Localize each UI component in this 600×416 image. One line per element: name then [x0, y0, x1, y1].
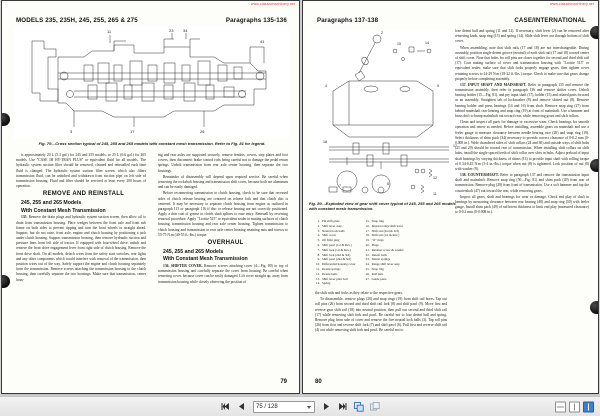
left-page-column-1: [16, 153, 146, 284]
last-page-button[interactable]: [336, 400, 349, 413]
page-number-field[interactable]: [253, 401, 315, 413]
fit-width-icon: [370, 402, 380, 412]
paragraph: To disassemble, remove plugs (20) and snap rings (19) from shift rail bores. Tap out roll pins (26) from second and third shift rail fork (8) and shift pawl (9). Move first and reverse gear shift rail (18) into neutral position, then pull out second and third shift rail (17) while removing shift fork and pawl. Be careful not to lose detent ball and spring. Remove plug from side of cover and remove the five neutral lock balls (3). Tap roll pins (26) from first and reverse shift fork (7) and shift pawl (6). Pull first and reverse shift rail (4) out while removing shift fork and pawl. Be careful not to: [315, 297, 447, 333]
paragraph-number: 138. COUNTERSHAFT.: [460, 173, 499, 178]
paragraph: Before reconnecting transmission to clutch housing, check to be sure that recessed sides of clutch release bearing are centered on release fork and that clutch disc is centered. It may be necessary to separate clutch housing from engine as outlined in paragraph 115 or paragraph 116 if disc or release bearing are not correctly positioned. Apply a thin coat of grease to clutch shaft splines to ease entry. Reinstall by reversing removal procedure. Apply "Loctite 515" or equivalent sealer to mating surfaces of clutch housing, transmission housing and rear axle center housing. Tighten transmission to clutch housing and transmission to rear axle center housing retaining nuts and screws to 55-75 N.m (40-55 ft.-lbs.) torque.: [158, 191, 288, 237]
svg-text:11: 11: [433, 192, 437, 196]
watermark-text: www.classicmachinery.net: [250, 2, 295, 6]
legend-item: 15. Snap ring: [365, 219, 384, 223]
previous-page-button[interactable]: [235, 400, 248, 413]
page-divider: [588, 403, 589, 410]
sub-heading-models: 245, 255 and 265 Models: [21, 199, 82, 206]
two-page-spread-view-button[interactable]: [583, 401, 594, 412]
next-page-button[interactable]: [320, 400, 333, 413]
svg-text:17: 17: [453, 144, 457, 148]
last-page-icon: [338, 402, 347, 411]
sub-heading-transmission: With Constant Mesh Transmission: [21, 207, 106, 214]
parts-legend: [313, 219, 463, 286]
legend-item: 21. Retainer screw & washer: [365, 247, 404, 252]
svg-text:4: 4: [325, 84, 327, 88]
paragraph-135: [16, 215, 146, 282]
legend-item: 27. Guide plate: [365, 276, 387, 281]
paragraph-138: [455, 173, 589, 194]
right-page-column-2: [455, 29, 589, 217]
legend-item: 20. Plugs: [365, 242, 379, 247]
legend-item: 7. Shift fork (1st & Rev.): [317, 247, 351, 252]
legend-item: 22. Detent balls: [365, 252, 387, 257]
legend-item: 16. Internal range shift lever: [365, 223, 403, 228]
paragraph-137: [455, 83, 589, 119]
section-heading-overhaul: OVERHAUL: [207, 240, 244, 246]
svg-text:12: 12: [433, 176, 437, 180]
page-folio-left: 79: [280, 379, 287, 385]
legend-item: 26. Roll pins: [365, 271, 384, 276]
legend-item: 10. Differential housing cover: [316, 262, 356, 267]
paragraph-number: 137. INPUT SHAFT AND MAINSHAFT.: [460, 82, 527, 87]
legend-item: 13. Shift lever pilot ball: [316, 276, 348, 281]
page-number-value: 75 / 128: [256, 403, 278, 410]
legend-item: 23. Detent springs: [365, 257, 391, 262]
svg-text:5: 5: [437, 84, 439, 88]
figure-exploded-view-diagram: [309, 29, 461, 201]
paragraph: Clean and inspect all parts for damage or excessive wear. Check bearings for smooth operation and renew as needed. Before installing, assemble gears on mainshaft and use a feeler gauge to measure clearance between needle bearing race (20) and snap ring (19). Select thickness of shim pack (34) necessary to provide correct clearance of 0-0.2 mm (0-0.008 in.). Wide chamfered sides of shift collars (24 and 30) and outside ways of shift hubs (25 and 29) should be toward rear of transmission. When installing shift collars on shift hubs, install the single spaced teeth of shift collar over slots in hubs. Adjust preload of input shaft bearings by varying thickness of shims (13) to provide input shaft with rolling torque of 0.34-0.45 N.m (3-4 in.-lbs.) torque when nut (8) is tightened. Lock position of nut (8) with washer (9).: [455, 120, 589, 171]
legend-item: 3. Neutral lock balls: [317, 228, 345, 233]
legend-item: 18. Shift rail (1st & Rev.): [365, 233, 400, 238]
svg-text:41: 41: [260, 39, 265, 44]
svg-text:2: 2: [381, 31, 383, 35]
right-page-column-1: [315, 291, 447, 335]
svg-text:8: 8: [387, 182, 389, 186]
paragraph: Inspect all gears, shaft and bearings for wear or damage. Check end play of shaft in bearings by measuring clearance between rear bearing (48) and snap ring (50) with feeler gauge. Install shim pack (49) of sufficient thickness to limit end play (measured clearance) to 0-0.2 mm (0-0.008 in.).: [455, 194, 589, 215]
binder-dot-icon: [1, 113, 10, 126]
svg-text:14: 14: [425, 41, 429, 45]
parts-legend-column-right: [363, 219, 404, 286]
legend-item: 12. Detent balls: [316, 271, 338, 276]
paragraph-body: Remove screws attaching cover (4—Fig. 80) to top of transmission housing and carefully separate the cover from housing. Be careful when removing cover, because cover can be easily damaged. Lift cover straight up, away from transmission housing while closely observing the position of: [158, 264, 288, 284]
chevron-down-icon[interactable]: [307, 406, 311, 409]
single-page-view-button[interactable]: [555, 401, 566, 412]
page-navigation-group: [219, 400, 381, 413]
parts-legend-column-left: [313, 219, 356, 286]
paragraph: ing and rear axles are supported securely, remove fenders, covers, step plates and foot covers, then disconnect brake control rods being careful not to damage the pedal return springs. Unbolt transmission from rear axle center housing, then separate the two housings.: [158, 153, 288, 173]
facing-page-view-button[interactable]: [569, 401, 580, 412]
paragraph: is approximately 20 L (5.3 gal.) for 245 and 255 models, or 25 L (6.6 gal.) for 265 models. Use "CASE IH HY-TRAN PLUS" or equivalent fluid for all models. The hydraulic system suction filter should be removed, cleaned and reinstalled each time fluid is changed. The hydraulic system suction filter screen, which also filters transmission fluid, can be unbolted and withdrawn from suction pipe on left side of transmission housing. Fluid and filter should be serviced at least every 200 hours of operation.: [16, 153, 146, 189]
legend-item: 5. Oil filler plug: [317, 238, 340, 243]
figure-caption-left: Fig. 79—Cross section typical of 245, 255 and 265 models with constant mesh transmission. Refer to Fig. 81 for legend.: [38, 141, 266, 146]
running-head-left: Paragraphs 137-138: [317, 17, 379, 24]
paragraph: Remainder of disassembly will depend upon required service. Be careful when removing the rockshaft housing and transmission shift cover, because both are aluminum and can be easily damaged.: [158, 174, 288, 190]
fit-width-button[interactable]: [368, 400, 381, 413]
paragraph-body: Refer to paragraph 135 and remove the transmission assembly, then refer to paragraph 136 and remove shifter cover. Unbolt bearing holder (15—Fig. 81), and pry input shaft (17), holder (15) and related parts forward as an assembly. Straighten tab of lockwasher (9) and remove slotted nut (8). Remove bearing holder and press bearings (14 and 16) from shaft. Remove snap ring (27) from behind mainshaft rear bearing and snap ring (19) at front of mainshaft. Use a hammer and brass drift to bump mainshaft out toward rear, while removing gears and shift collars.: [455, 82, 590, 118]
binder-dot-icon: [590, 159, 599, 172]
binder-dot-icon: [590, 301, 599, 314]
svg-text:15: 15: [397, 42, 401, 46]
legend-item: 4. Shift cover: [317, 233, 337, 238]
binder-dot-icon: [590, 26, 599, 39]
legend-item: 9. Shift pawl (2nd & 3rd): [317, 257, 352, 262]
page-folio-right: 80: [315, 379, 322, 385]
fit-page-button[interactable]: [352, 400, 365, 413]
watermark-text: www.classicmachinery.net: [549, 2, 594, 6]
first-page-button[interactable]: [219, 400, 232, 413]
paragraph-number: 135.: [21, 215, 28, 220]
legend-item: 1. Pin shift plate: [317, 219, 340, 223]
running-head-left: MODELS 235, 235H, 245, 255, 265 & 275: [16, 17, 138, 24]
legend-item: 2. Shift lever assy.: [317, 223, 343, 228]
figure-cross-section-diagram: [14, 27, 289, 139]
legend-item: 6. Shift pawl (1st & Rev.): [317, 242, 352, 247]
legend-item: 11. Detent springs: [316, 266, 341, 271]
viewer-toolbar: [0, 396, 600, 416]
chevron-left-icon: [237, 402, 246, 411]
paragraph-body: Remove the drain plugs and hydraulic system suction screen, then allow oil to drain from transmission housing. Place wedges between the front axle and front sub frame on both sides to prevent tipping and turn the front wheels to straight ahead. Support, but do not raise, front axle, engine and clutch housing by positioning a jack under clutch housing. Support transmission housing, then remove hydraulic suction and pressure lines from left side of tractor. If equipped with four-wheel drive, unbolt and remove the front drive engagement lever from right side of clutch housing. Remove the front drive shaft. On all models, detach wires from the safety start switches, rear lights and any other components which would interfere with removal of the transmission, then position wires out of the way. Safely support the engine and clutch housing separately from the transmission. Remove screws attaching the transmission housing to the clutch housing, then carefully separate the two housings. Make sure that transmission, center hous-: [16, 215, 146, 282]
legend-item: 24. Range shift lever assy.: [365, 262, 401, 267]
paragraph-136: [158, 264, 288, 285]
sub-heading-transmission: With Constant Mesh Transmission: [163, 256, 248, 263]
paragraph: lose detent ball and spring (11 and 12). If necessary, shift lever (2) can be removed after removing knob, snap ring (15) and spring (14). Slide shift lever out through bottom of shift cover.: [455, 29, 589, 44]
fit-page-icon: [354, 402, 364, 412]
svg-text:23: 23: [169, 28, 174, 33]
legend-item: 8. Shift fork (2nd & 3rd): [317, 252, 351, 257]
legend-item: 19. "O" rings: [365, 238, 384, 243]
legend-item: 14. Spring: [316, 281, 331, 286]
paragraph-number: 136. SHIFTER COVER.: [163, 264, 203, 269]
svg-text:3: 3: [70, 129, 73, 134]
svg-text:11: 11: [107, 29, 112, 34]
svg-text:17: 17: [130, 129, 135, 134]
figure-caption-right: Fig. 80—Exploded view of gear shift cover typical of 245, 255 and 265 models with constant mesh transmission.: [309, 201, 456, 212]
svg-text:18: 18: [323, 140, 327, 144]
sub-heading-models: 245, 255 and 265 Models: [163, 248, 224, 255]
paragraph: the shift rails and forks as they relate to the respective gears.: [315, 291, 403, 295]
page-line: [557, 407, 564, 408]
running-head-right: CASE/INTERNATIONAL: [514, 17, 586, 24]
document-page-right: [302, 0, 599, 394]
svg-text:26: 26: [200, 129, 205, 134]
binder-dot-icon: [1, 275, 10, 288]
section-heading-remove-reinstall: REMOVE AND REINSTALL: [42, 191, 125, 198]
chevron-right-icon: [322, 402, 331, 411]
legend-item: 17. Shift rail (2nd & 3rd): [365, 228, 399, 233]
svg-text:34: 34: [183, 28, 188, 33]
view-mode-group: [555, 401, 594, 412]
first-page-icon: [221, 402, 230, 411]
running-head-right: Paragraphs 135-136: [225, 17, 287, 24]
document-page-left: [1, 0, 300, 394]
svg-text:7: 7: [339, 184, 341, 188]
page-divider: [574, 403, 575, 410]
paragraph: When assembling, note that shift rails (17 and 18) are not interchangeable. During assembly, position single detent groove (neutral) of each shift rail (17 and 18) toward center of shift cover. Note that holes for roll pins are closer together for second and third shift rail (17). Coat mating surface of cover and transmission housing with "Loctite 515" or equivalent sealer, make sure that shift forks properly engage gears, then tighten cover retaining screws to 24-29 N.m (18-22 ft.-lbs.) torque. Check to make sure that gears change properly before completing assembly.: [455, 45, 589, 81]
paragraph-body: Refer to paragraph 137 and remove the transmission input shaft and mainshaft. Remove snap ring (50—Fig. 81) and shim pack (49) from rear of transmission. Remove plug (28) from front of transmission. Use a soft hammer and tap the countershaft (47) out toward the rear, while removing gears.: [455, 173, 589, 193]
legend-item: 25. Snap ring: [365, 266, 384, 271]
left-page-column-2: [158, 153, 288, 286]
